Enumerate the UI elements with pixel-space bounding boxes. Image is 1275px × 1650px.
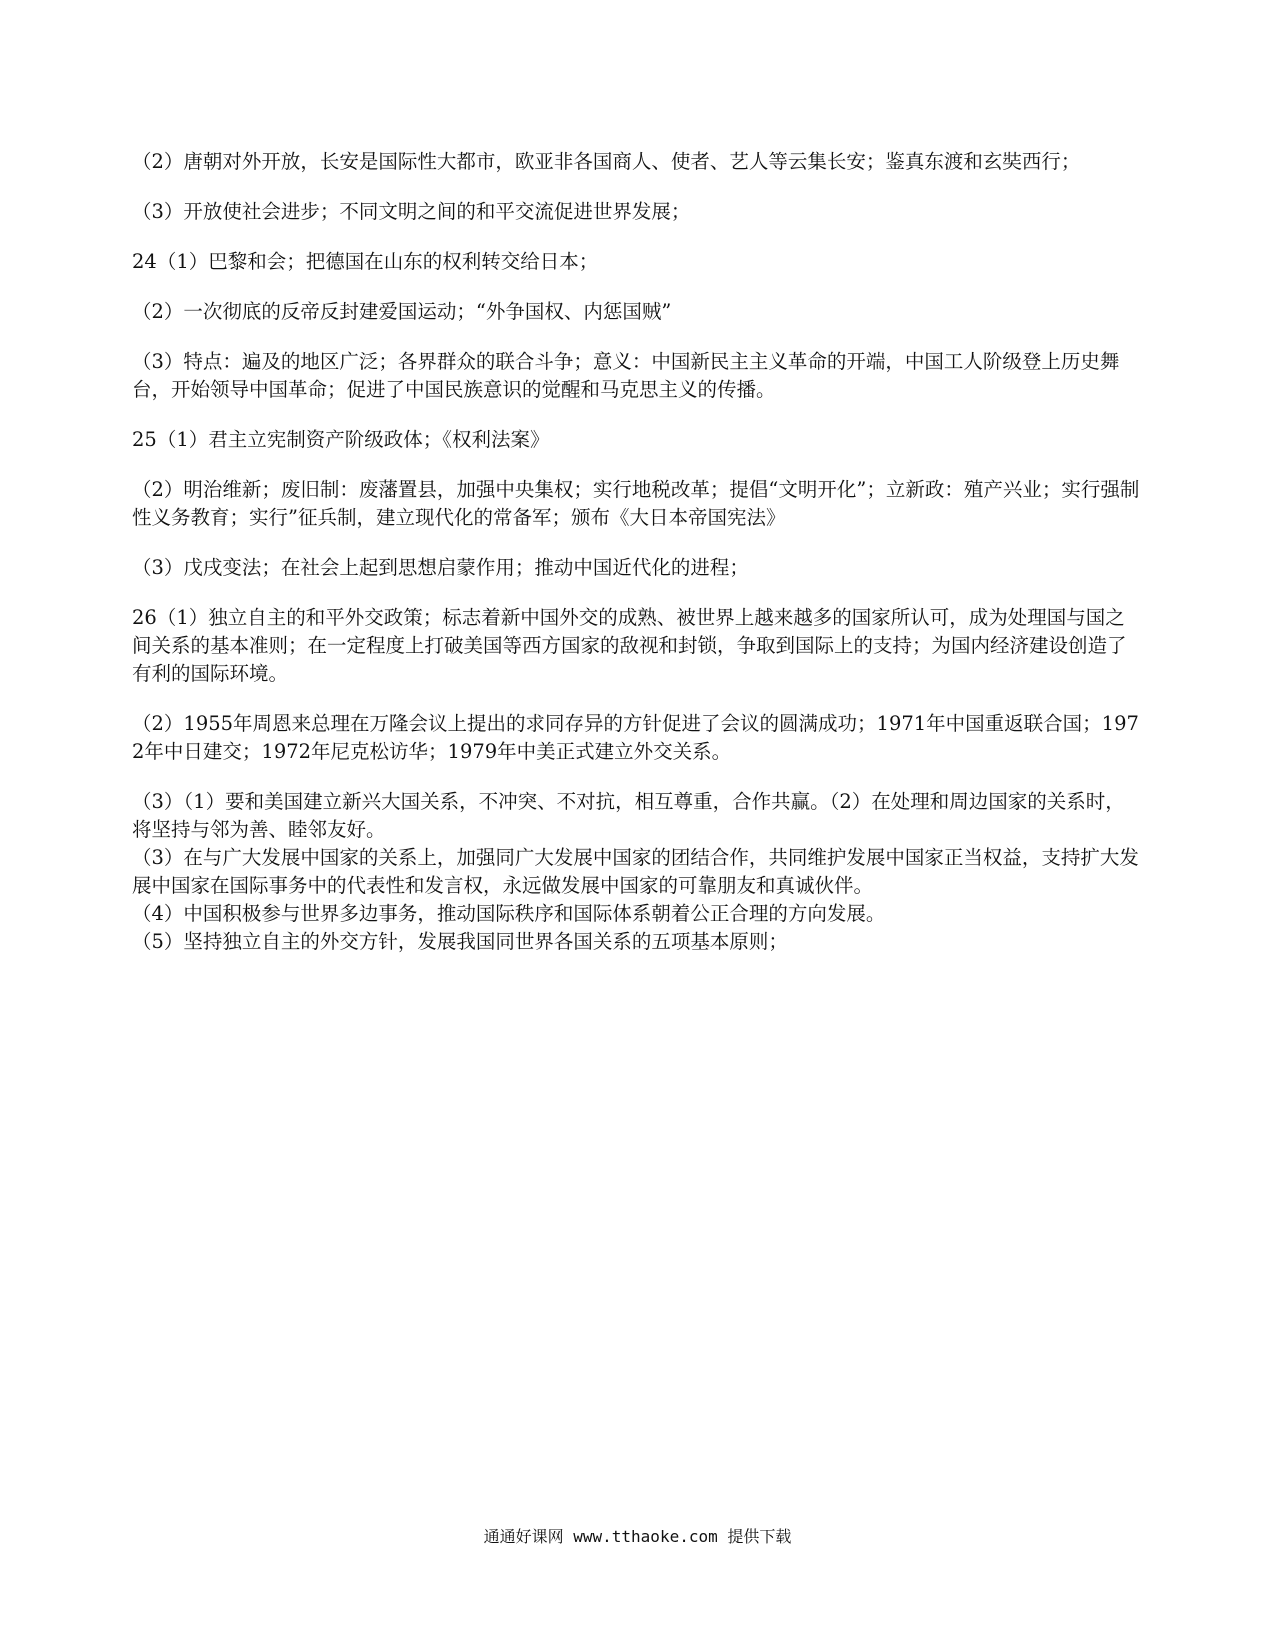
paragraph-25-3: （3）戊戌变法；在社会上起到思想启蒙作用；推动中国近代化的进程； (132, 556, 749, 579)
answer-content (132, 148, 1142, 956)
footer-source-text: 通通好课网 www.tthaoke.com 提供下载 (483, 1527, 792, 1546)
paragraph-26-3-part1: （3）（1）要和美国建立新兴大国关系，不冲突、不对抗，相互尊重，合作共赢。（2）在处理和周边国家的关系时，将坚持与邻为善、睦邻友好。 (132, 790, 1125, 841)
paragraph-26-2: （2）1955年周恩来总理在万隆会议上提出的求同存异的方针促进了会议的圆满成功；1971年中国重返联合国；1972年中日建交；1972年尼克松访华；1979年中美正式建立外交关系。 (132, 712, 1139, 763)
paragraph-26-3-part5: （5）坚持独立自主的外交方针，发展我国同世界各国关系的五项基本原则； (132, 930, 788, 953)
paragraph-24-2: （2）一次彻底的反帝反封建爱国运动；“外争国权、内惩国贼” (132, 300, 672, 323)
paragraph-26-1: 26（1）独立自主的和平外交政策；标志着新中国外交的成熟、被世界上越来越多的国家所认可，成为处理国与国之间关系的基本准则；在一定程度上打破美国等西方国家的敌视和封锁，争取到国际上的支持；为国内经济建设创造了有利的国际环境。 (132, 606, 1127, 685)
paragraph-25-2: （2）明治维新；废旧制：废藩置县，加强中央集权；实行地税改革；提倡“文明开化”；立新政：殖产兴业；实行强制性义务教育；实行”征兵制，建立现代化的常备军；颁布《大日本帝国宪法》 (132, 478, 1140, 529)
paragraph-24-1: 24（1）巴黎和会；把德国在山东的权利转交给日本； (132, 250, 599, 273)
paragraph-24-3: （3）特点：遍及的地区广泛；各界群众的联合斗争；意义：中国新民主主义革命的开端，中国工人阶级登上历史舞台，开始领导中国革命；促进了中国民族意识的觉醒和马克思主义的传播。 (132, 350, 1120, 401)
paragraph-26-3-part3: （3）在与广大发展中国家的关系上，加强同广大发展中国家的团结合作，共同维护发展中国家正当权益，支持扩大发展中国家在国际事务中的代表性和发言权，永远做发展中国家的可靠朋友和真诚伙伴。 (132, 846, 1139, 897)
paragraph-26-3-part4: （4）中国积极参与世界多边事务，推动国际秩序和国际体系朝着公正合理的方向发展。 (132, 902, 886, 925)
paragraph-22-3: （3）开放使社会进步；不同文明之间的和平交流促进世界发展； (132, 200, 691, 223)
paragraph-22-2: （2）唐朝对外开放，长安是国际性大都市，欧亚非各国商人、使者、艺人等云集长安；鉴真东渡和玄奘西行； (132, 150, 1081, 173)
paragraph-25-1: 25（1）君主立宪制资产阶级政体；《权利法案》 (132, 428, 550, 451)
